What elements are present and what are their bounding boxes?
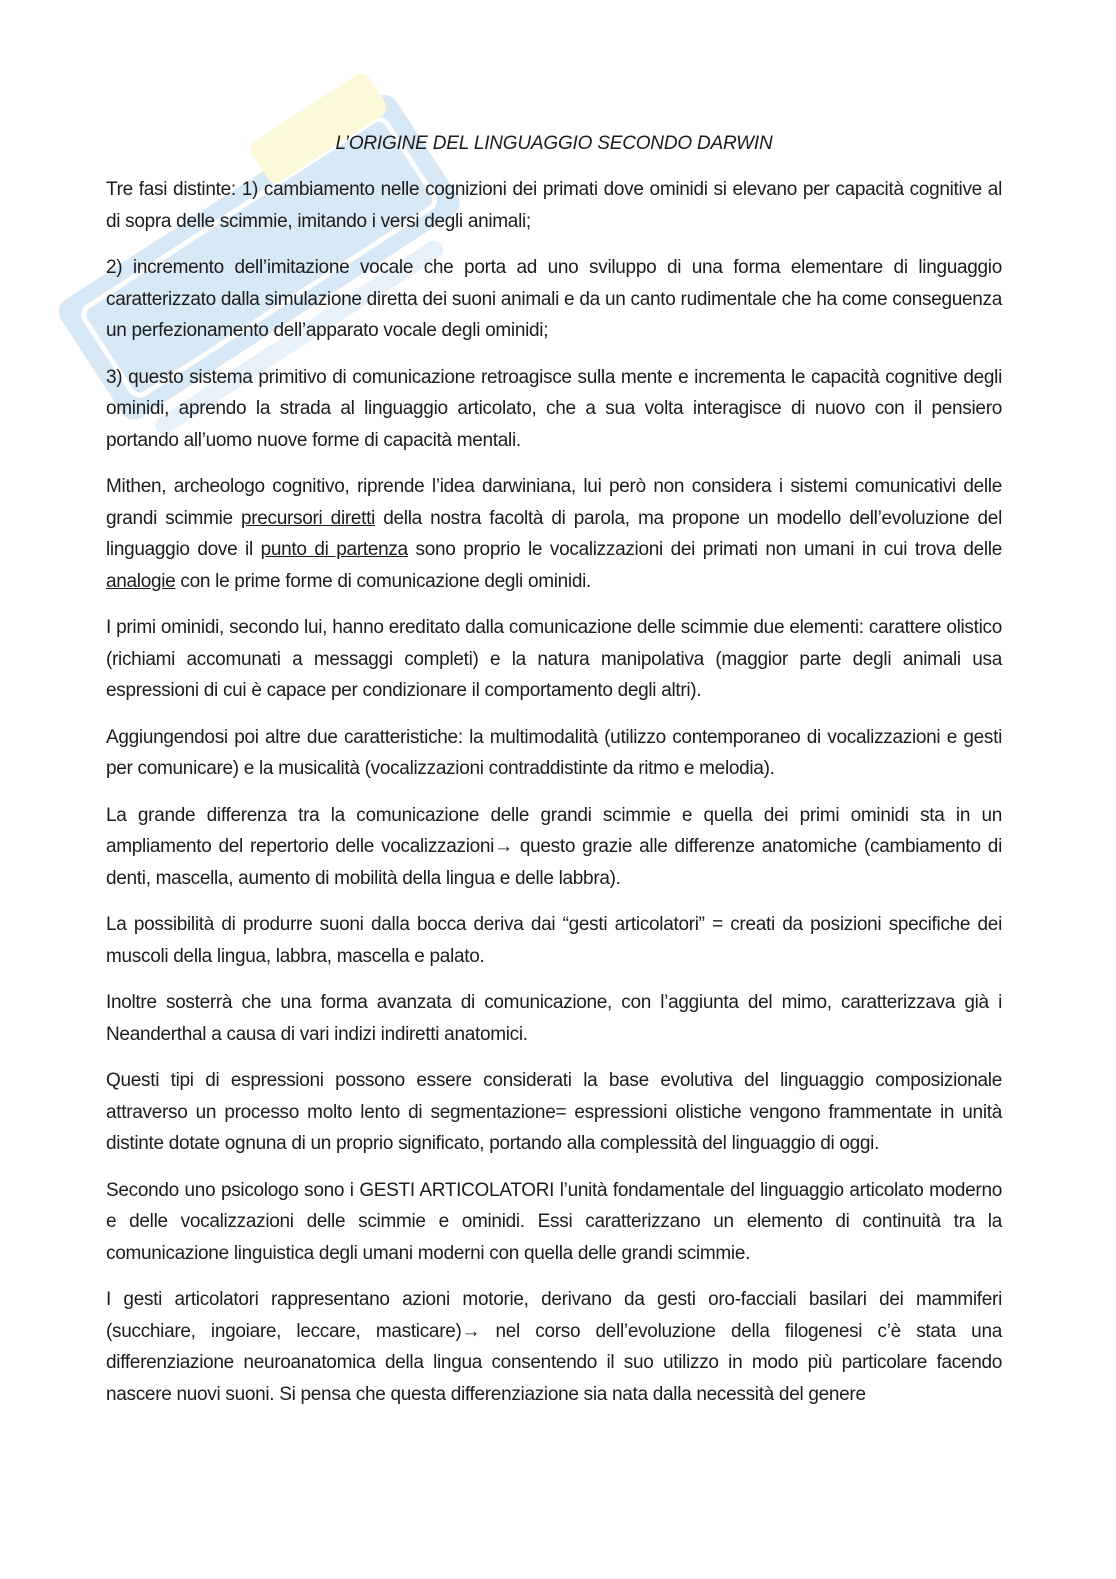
paragraph-8: La possibilità di produrre suoni dalla bocca deriva dai “gesti articolatori” = creati da posizioni specifiche dei muscoli della lingua, labbra, mascella e palato. bbox=[106, 914, 1002, 967]
paragraph-9: Inoltre sosterrà che una forma avanzata di comunicazione, con l’aggiunta del mimo, caratterizzava già i Neanderthal a causa di vari indizi indiretti anatomici. bbox=[106, 992, 1002, 1045]
paragraph-11: Secondo uno psicologo sono i GESTI ARTICOLATORI l’unità fondamentale del linguaggio articolato moderno e delle vocalizzazioni delle scimmie e ominidi. Essi caratterizzano un elemento di continuità tra la comunicazione linguistica degli umani moderni con quella delle grandi scimmie. bbox=[106, 1179, 1002, 1264]
document-page bbox=[106, 128, 1002, 1425]
paragraph-4-text-3: sono proprio le vocalizzazioni dei primati non umani in cui trova delle bbox=[407, 539, 1003, 560]
paragraph-6: Aggiungendosi poi altre due caratteristiche: la multimodalità (utilizzo contemporaneo di vocalizzazioni e gesti per comunicare) e la musicalità (vocalizzazioni contraddistinte da ritmo e melodia). bbox=[106, 726, 1002, 779]
document-title: L’ORIGINE DEL LINGUAGGIO SECONDO DARWIN bbox=[335, 133, 773, 154]
paragraph-12: I gesti articolatori rappresentano azioni motorie, derivano da gesti oro-facciali basilari dei mammiferi (succhiare, ingoiare, leccare, masticare)→ nel corso dell’evoluzione della filogenesi c’è stata una differenziazione neuroanatomica della lingua consentendo il suo utilizzo in modo più particolare facendo nascere nuovi suoni. Si pensa che questa differenziazione sia nata dalla necessità del genere bbox=[106, 1289, 1002, 1405]
paragraph-4 bbox=[106, 471, 1002, 597]
paragraph-1: Tre fasi distinte: 1) cambiamento nelle cognizioni dei primati dove ominidi si elevano per capacità cognitive al di sopra delle scimmie, imitando i versi degli animali; bbox=[106, 179, 1002, 232]
paragraph-5: I primi ominidi, secondo lui, hanno ereditato dalla comunicazione delle scimmie due elementi: carattere olistico (richiami accomunati a messaggi completi) e la natura manipolativa (maggior parte degli animali usa espressioni di cui è capace per condizionare il comportamento degli altri). bbox=[106, 617, 1002, 701]
paragraph-10: Questi tipi di espressioni possono essere considerati la base evolutiva del linguaggio composizionale attraverso un processo molto lento di segmentazione= espressioni olistiche vengono frammentate in unità distinte dotate ognuna di un proprio significato, portando alla complessità del linguaggio di oggi. bbox=[106, 1070, 1002, 1154]
paragraph-2: 2) incremento dell’imitazione vocale che porta ad uno sviluppo di una forma elementare di linguaggio caratterizzato dalla simulazione diretta dei suoni animali e da un canto rudimentale che ha come conseguenza un perfezionamento dell’apparato vocale degli ominidi; bbox=[106, 257, 1002, 341]
paragraph-3: 3) questo sistema primitivo di comunicazione retroagisce sulla mente e incrementa le capacità cognitive degli ominidi, aprendo la strada al linguaggio articolato, che a sua volta interagisce di nuovo con il pensiero portando all’uomo nuove forme di capacità mentali. bbox=[106, 366, 1002, 451]
underlined-precursori-diretti: precursori diretti bbox=[241, 507, 376, 529]
underlined-analogie: analogie bbox=[106, 570, 176, 592]
paragraph-4-text-2: della nostra facoltà di parola, ma propone un modello dell’evoluzione del linguaggio dove il bbox=[106, 507, 1002, 560]
paragraph-4-text-4: con le prime forme di comunicazione degli ominidi. bbox=[175, 570, 592, 592]
paragraph-7: La grande differenza tra la comunicazione delle grandi scimmie e quella dei primi ominidi sta in un ampliamento del repertorio delle vocalizzazioni→ questo grazie alle differenze anatomiche (cambiamento di denti, mascella, aumento di mobilità della lingua e delle labbra). bbox=[106, 804, 1002, 889]
paragraph-4-text-1: Mithen, archeologo cognitivo, riprende l’idea darwiniana, lui però non considera i sistemi comunicativi delle grandi scimmie bbox=[106, 476, 1002, 529]
underlined-punto-di-partenza: punto di partenza bbox=[260, 539, 408, 560]
